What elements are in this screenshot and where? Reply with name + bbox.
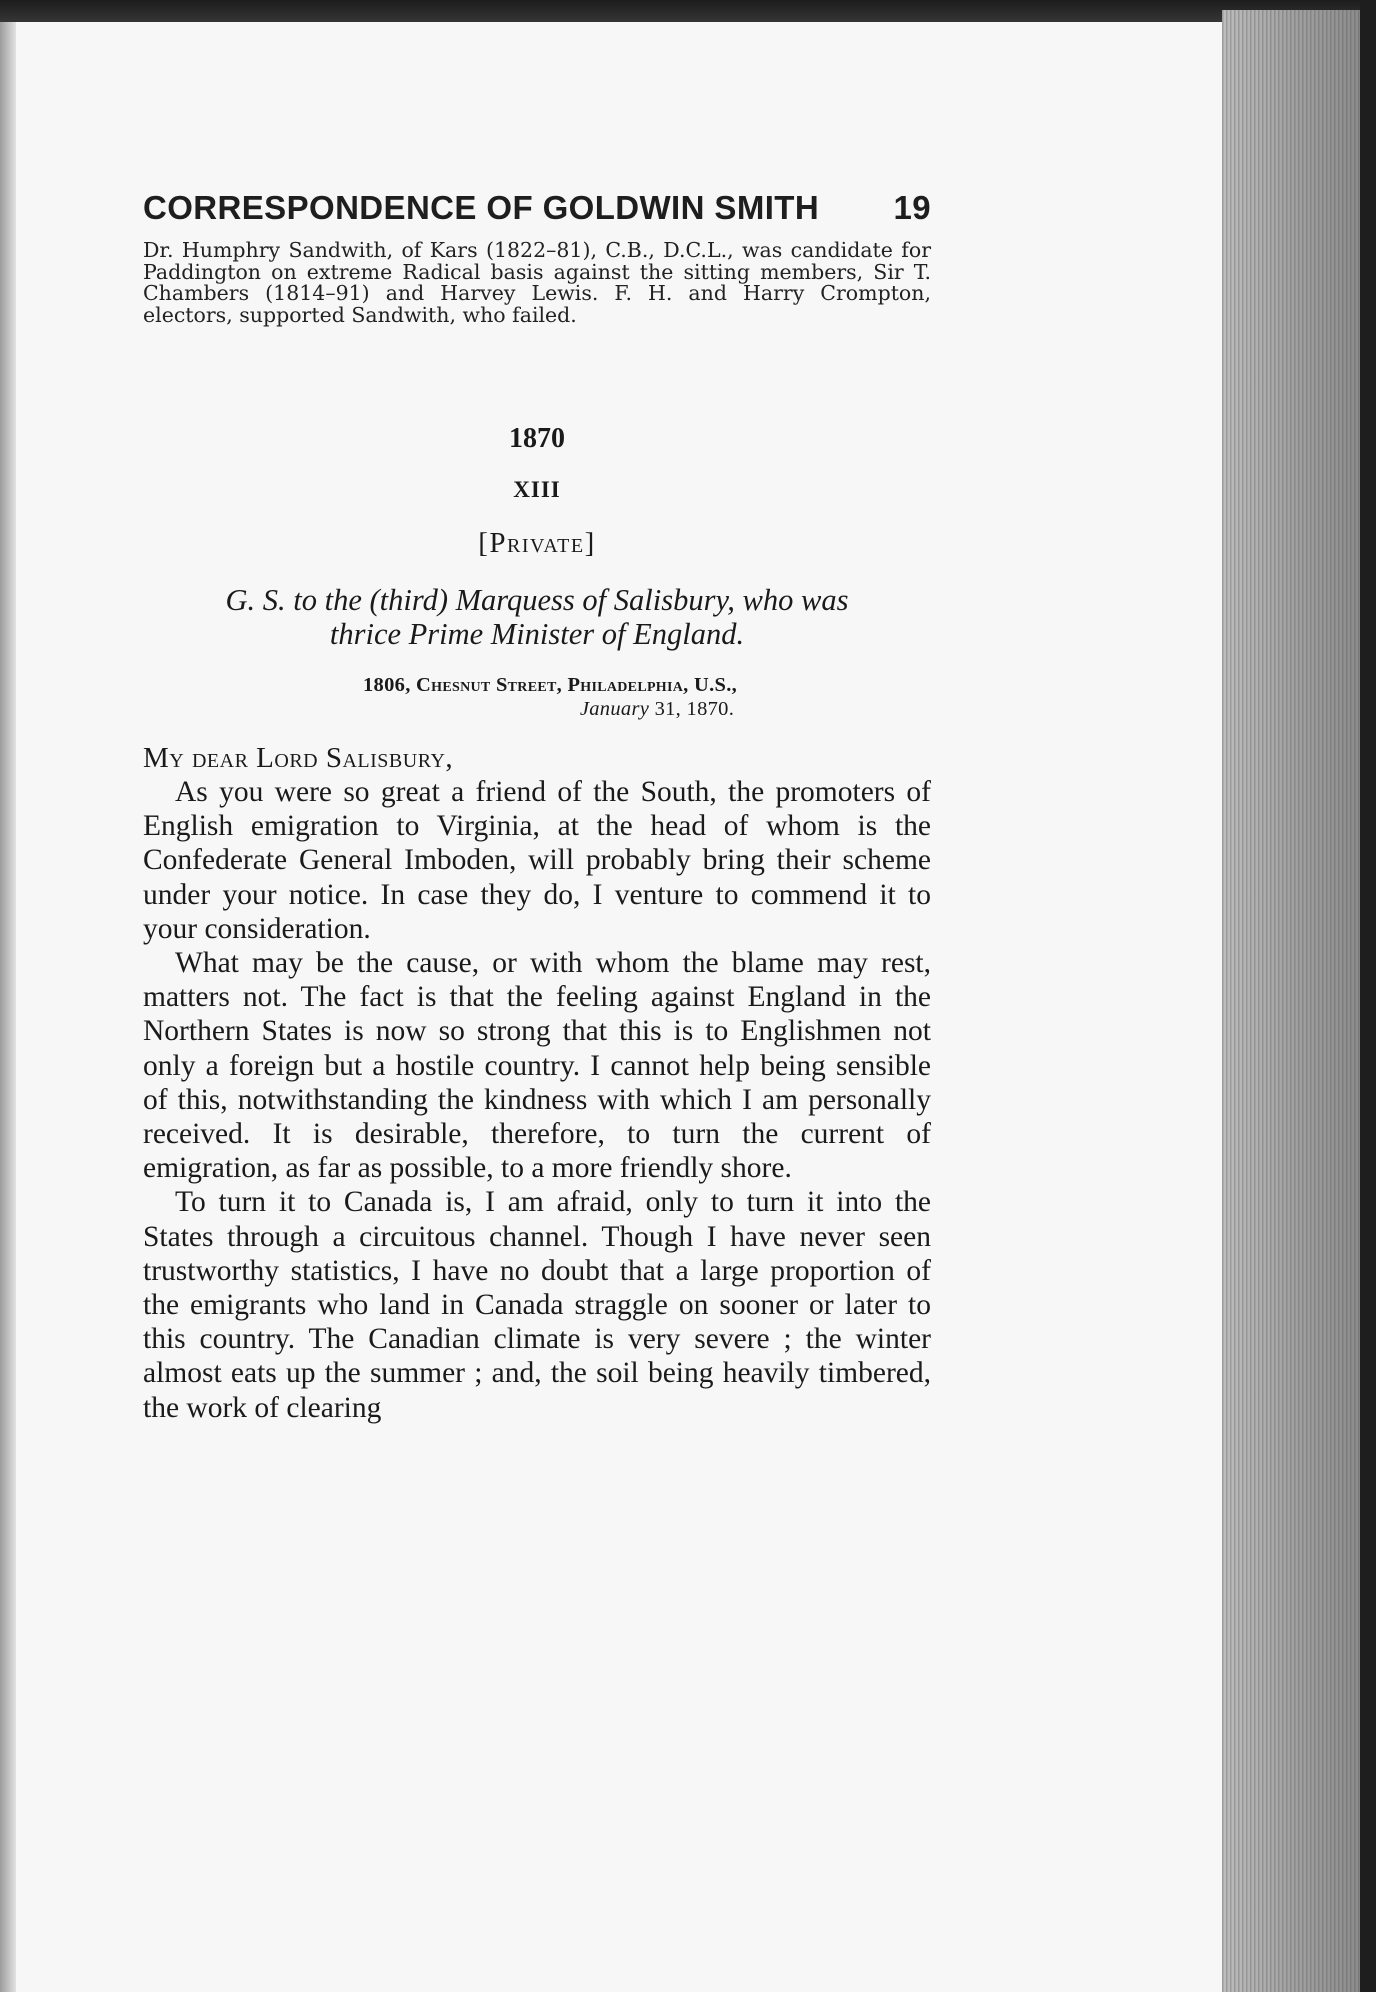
book-page-edges xyxy=(1222,10,1360,1992)
section-year: 1870 xyxy=(509,423,565,454)
street-address: 1806, Chesnut Street, Philadelphia, U.S., xyxy=(363,674,738,696)
letter-numeral: XIII xyxy=(513,477,561,502)
scan-background xyxy=(1360,0,1376,1992)
letter-heading xyxy=(143,583,931,651)
page-text xyxy=(143,186,931,1425)
letter-heading-line-2: thrice Prime Minister of England. xyxy=(329,617,745,651)
page-number: 19 xyxy=(893,189,931,226)
letter-date-rest: 31, 1870. xyxy=(649,698,735,720)
letter-heading-line-1: G. S. to the (third) Marquess of Salisbury, who was xyxy=(225,583,849,617)
running-head-title: CORRESPONDENCE OF GOLDWIN SMITH xyxy=(143,189,820,226)
footnote: Dr. Humphry Sandwith, of Kars (1822–81), C.B., D.C.L., was candidate for Paddington on extreme Radical basis against the sitting members, Sir T. Chambers (1814–91) and Harvey Lewis. F. H. and Harry Crompton, electors, supported Sandwith, who failed. xyxy=(143,238,931,327)
private-label: [Private] xyxy=(478,527,596,559)
running-head xyxy=(143,186,931,230)
paragraph-2: What may be the cause, or with whom the blame may rest, matters not. The fact is that the feeling against England in the Northern States is now so strong that this is to Englishmen not only a foreign but a hostile country. I cannot help being sensible of this, notwithstanding the kindness with which I am personally received. It is desirable, therefore, to turn the current of emigration, as far as possible, to a more friendly shore. xyxy=(143,947,931,1185)
page-gutter xyxy=(0,22,16,1992)
letter-address xyxy=(143,673,931,721)
salutation: My dear Lord Salisbury, xyxy=(143,742,454,774)
paragraph-1: As you were so great a friend of the South, the promoters of English emigration to Virginia, at the head of whom is the Confederate General Imboden, will probably bring their scheme under your notice. In case they do, I venture to commend it to your consideration. xyxy=(143,776,931,945)
letter-date-month: January xyxy=(579,698,650,720)
letter-date xyxy=(363,697,931,721)
paragraph-3: To turn it to Canada is, I am afraid, only to turn it into the States through a circuitous channel. Though I have never seen trustworthy statistics, I have no doubt that a large proportion of the emigrants who land in Canada straggle on sooner or later to this country. The Canadian climate is very severe ; the winter almost eats up the summer ; and, the soil being heavily timbered, the work of clearing xyxy=(143,1186,931,1424)
